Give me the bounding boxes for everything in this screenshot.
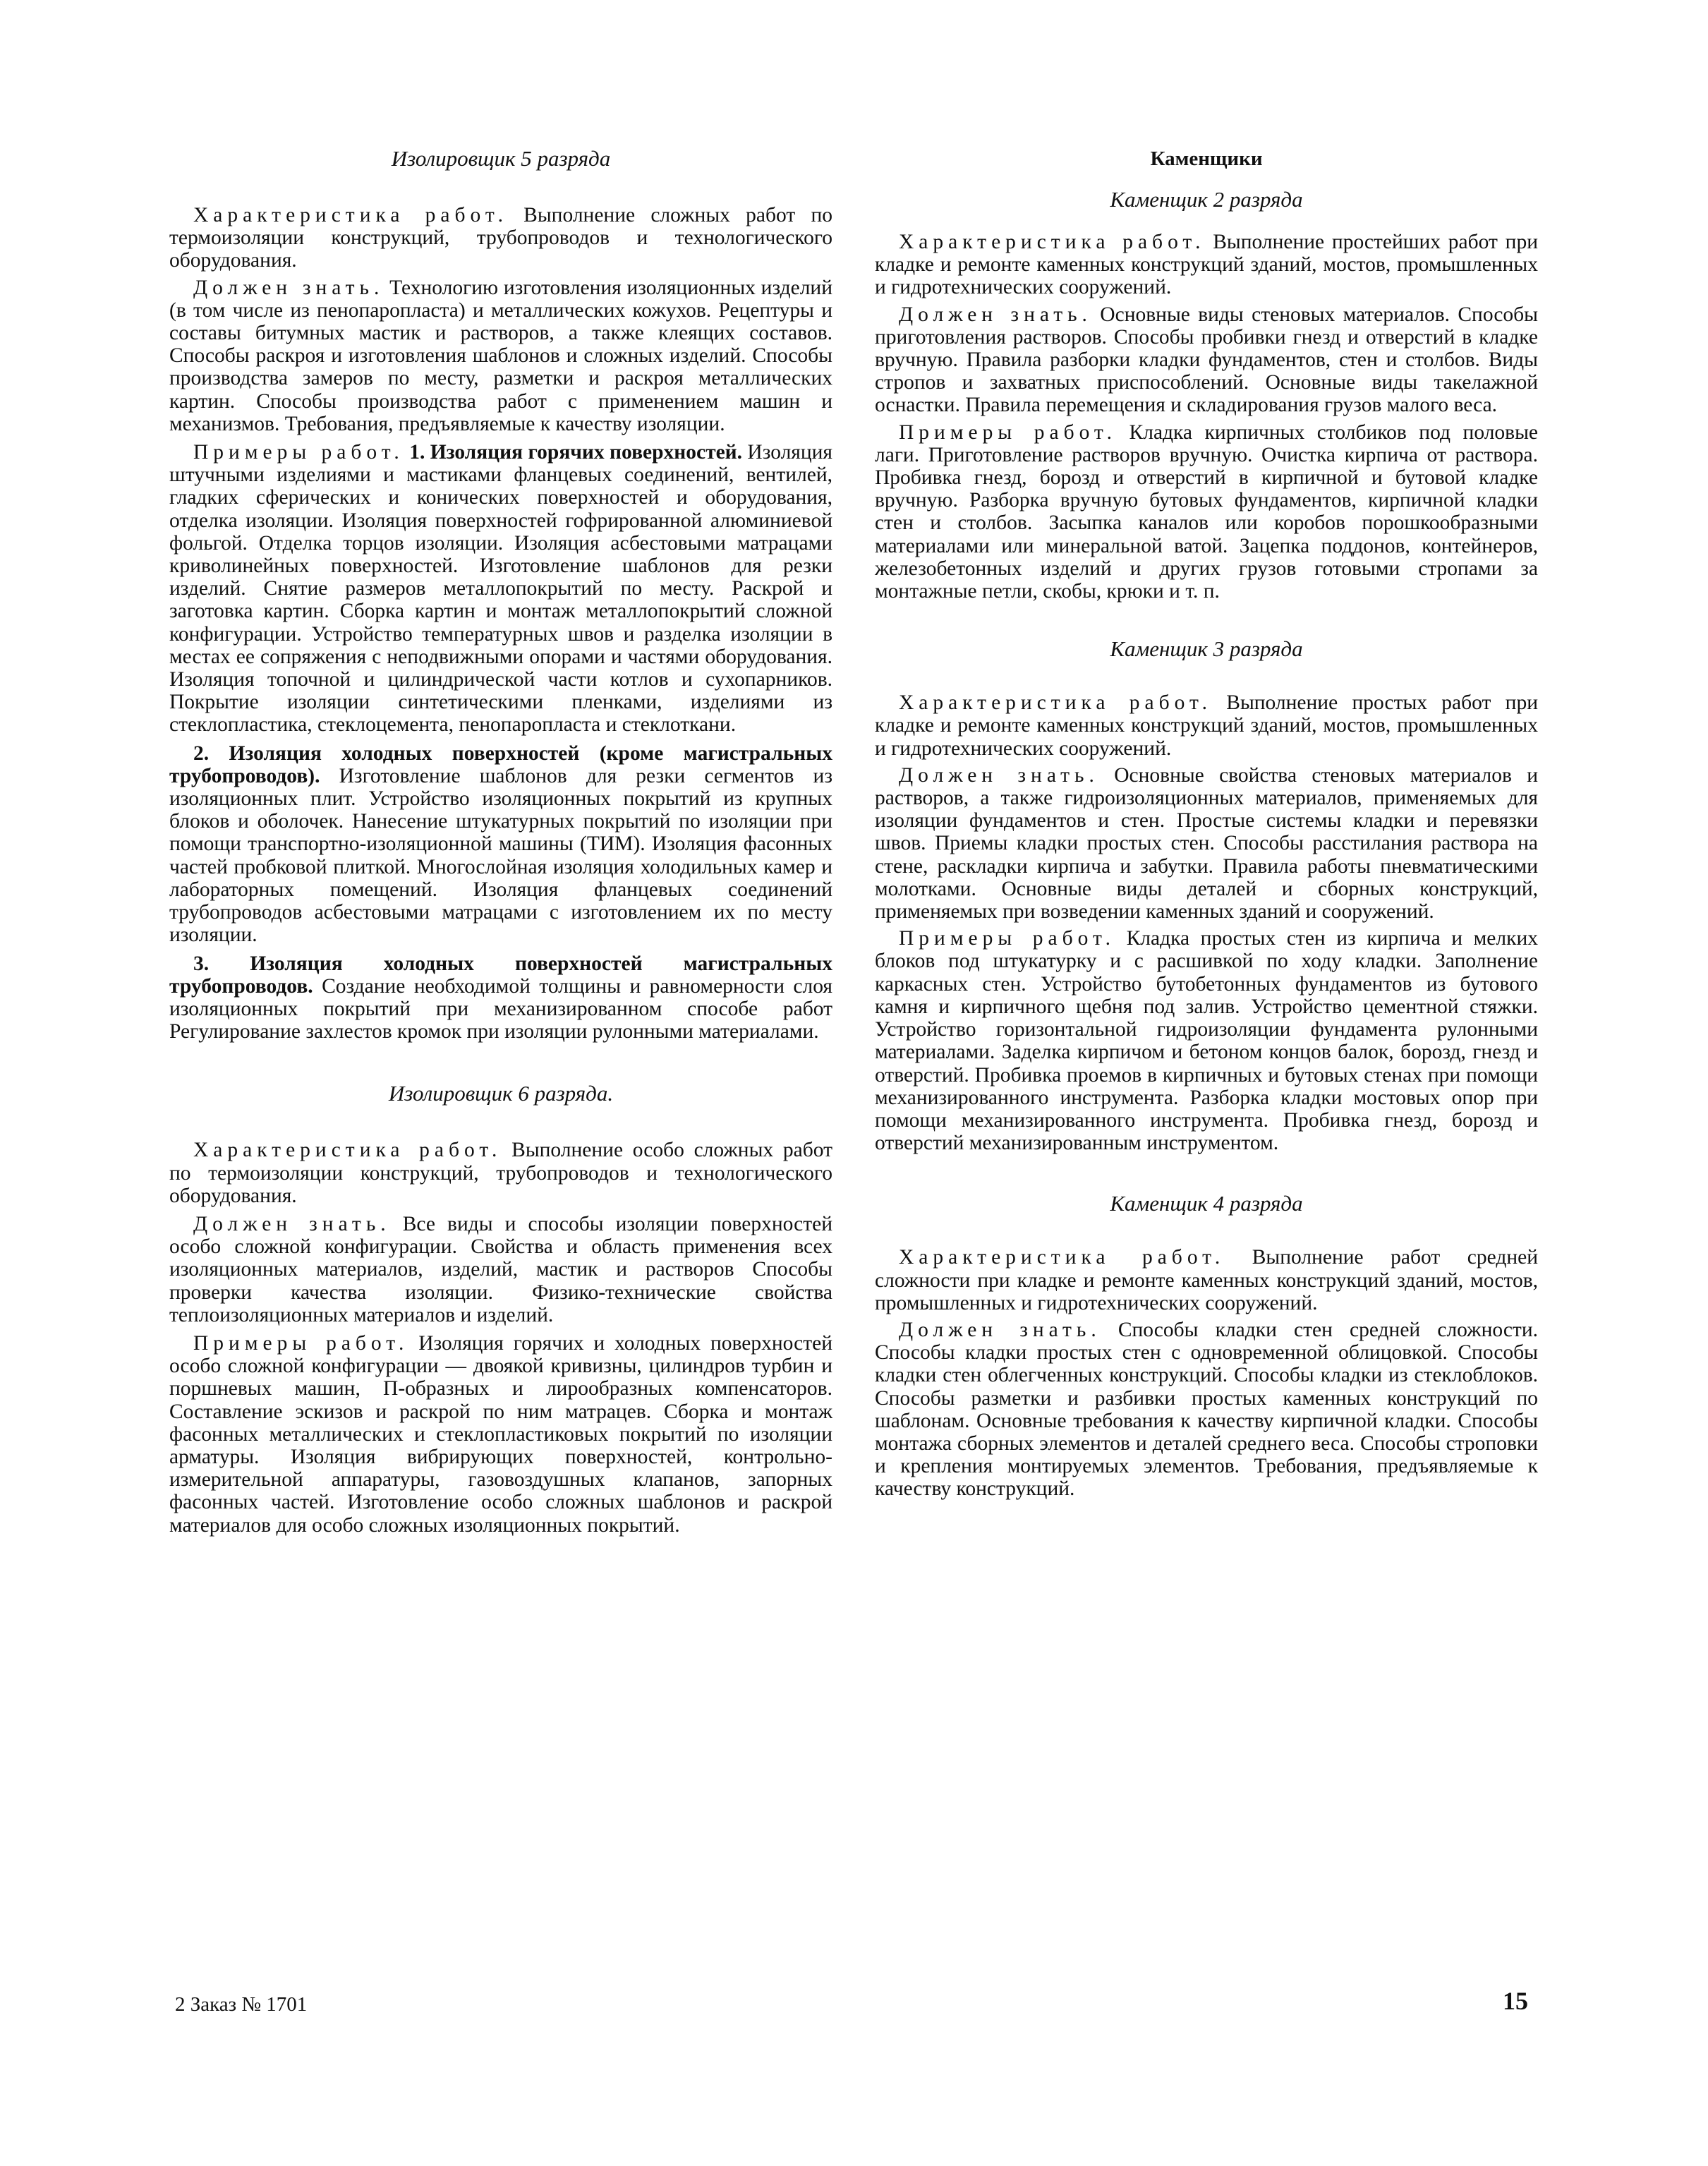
lead-mason2-characteristics: Характеристика работ. [899,231,1206,253]
lead-characteristics: Характеристика работ. [193,204,508,226]
lead-work-examples-6: Примеры работ. [193,1331,409,1355]
paragraph-mason3-characteristics [875,691,1538,760]
page-number: 15 [1503,1987,1528,2015]
paragraph-work-examples [169,441,832,737]
paragraph-must-know-6 [169,1213,832,1326]
paragraph-cold-surfaces [169,742,832,947]
paragraph-must-know [169,277,832,435]
text-mason4-must-know: Способы кладки стен средней сложности. Способы кладки простых стен с одновременной облицовкой. Способы кладки стен облегченных конструкций. Способы кладки из стеклоблоков. Способы разметки и разбивки простых каменных конструкций по шаблонам. Основные требования к качеству кирпичной кладки. Способы монтажа сборных элементов и деталей среднего веса. Способы строповки и крепления монтируемых элементов. Требования, предъявляемые к качеству конструкций. [875,1318,1538,1501]
lead-mason2-examples: Примеры работ. [899,421,1117,444]
lead-mason4-must-know: Должен знать. [899,1318,1101,1341]
paragraph-mason2-examples [875,421,1538,603]
lead-characteristics-6: Характеристика работ. [193,1139,502,1162]
paragraph-mason2-must-know [875,303,1538,417]
text-mason2-characteristics: Выполнение простейших работ при кладке и ремонте каменных конструкций зданий, мостов, промышленных и гидротехнических сооружений. [875,231,1538,299]
text-mason3-characteristics: Выполнение простых работ при кладке и ремонте каменных конструкций зданий, мостов, промышленных и гидротехнических сооружений. [875,691,1538,760]
subheading-cold-surfaces: 2. Изоляция холодных поверхностей (кроме магистральных трубопроводов). [169,742,832,787]
text-characteristics: Выполнение сложных работ по термоизоляции конструкций, трубопроводов и технологического оборудования. [169,204,832,272]
text-mason4-characteristics: Выполнение работ средней сложности при кладке и ремонте каменных конструкций зданий, мостов, промышленных и гидротехнических сооружений. [875,1246,1538,1314]
lead-must-know: Должен знать. [193,276,384,299]
heading-mason-grade-2: Каменщик 2 разряда [1110,187,1303,212]
lead-mason3-characteristics: Характеристика работ. [899,691,1212,715]
text-mason2-must-know: Основные виды стеновых материалов. Способы приготовления растворов. Способы пробивки гнезд и отверстий в кладке вручную. Правила разборки кладки фундаментов, стен и столбов. Виды стропов и захватных приспособлений. Основные виды такелажной оснастки. Правила перемещения и складирования грузов малого веса. [875,303,1539,417]
lead-mason3-examples: Примеры работ. [899,927,1116,950]
subheading-main-pipelines: 3. Изоляция холодных поверхностей магистральных трубопроводов. [169,952,832,998]
lead-must-know-6: Должен знать. [193,1212,391,1235]
text-characteristics-6: Выполнение особо сложных работ по термоизоляции конструкций, трубопроводов и технологического оборудования. [169,1139,832,1207]
right-column [875,145,1538,1501]
paragraph-characteristics [169,204,832,272]
paragraph-mason4-must-know [875,1319,1538,1501]
text-mason3-must-know: Основные свойства стеновых материалов и растворов, а также гидроизоляционных материалов, применяемых для изоляции фундаментов и стен. Простые системы кладки и перевязки швов. Приемы кладки простых стен. Способы расстилания раствора на стене, раскладки кирпича и забутки. Правила работы пневматическими молотками. Основные виды деталей и сборных конструкций, применяемых при возведении каменных зданий и сооружений. [875,763,1538,924]
lead-work-examples: Примеры работ. [193,441,404,464]
paragraph-mason4-characteristics [875,1246,1538,1314]
lead-mason2-must-know: Должен знать. [899,303,1092,326]
text-cold-surfaces: Изготовление шаблонов для резки сегментов из изоляционных плит. Устройство изоляционных покрытий из крупных блоков и оболочек. Нанесение штукатурных покрытий по изоляции при помощи транспортно-изоляционной машины (ТИМ). Изоляция фасонных частей пробковой плиткой. Многослойная изоляция холодильных камер и лабораторных помещений. Изоляция фланцевых соединений трубопроводов асбестовыми матрацами с изготовлением их по месту изоляции. [169,764,832,947]
text-main-pipelines: Создание необходимой толщины и равномерности слоя изоляционных покрытий при механизированном способе работ Регулирование захлестов кромок при изоляции рулонными материалами. [169,974,832,1043]
text-work-examples-6: Изоляция горячих и холодных поверхностей особо сложной конфигурации — двоякой кривизны, цилиндров турбин и поршневых машин, П-образных и лирообразных компенсаторов. Составление эскизов и раскрой по ним матрацев. Сборка и монтаж фасонных металлических и стеклопластиковых покрытий по изоляции арматуры. Изоляция вибрирующих поверхностей, контрольно-измерительной аппаратуры, газовоздушных клапанов, запорных фасонных частей. Изготовление особо сложных шаблонов и раскрой материалов для особо сложных изоляционных покрытий. [169,1331,832,1537]
text-must-know: Технологию изготовления изоляционных изделий (в том числе из пенопаропласта) и металлических кожухов. Рецептуры и составы битумных мастик и растворов, а также клеящих составов. Способы раскроя и изготовления шаблонов и сложных изделий. Способы производства замеров по месту, разметки и раскроя металлических картин. Способы производства работ с применением машин и механизмов. Требования, предъявляемые к качеству изоляции. [169,276,832,435]
heading-insulator-grade-5: Изолировщик 5 разряда [391,146,611,171]
text-must-know-6: Все виды и способы изоляции поверхностей особо сложной конфигурации. Свойства и область применения всех изоляционных материалов, изделий, мастик и растворов Способы проверки качества изоляции. Физико-технические свойства теплоизоляционных материалов и изделий. [169,1212,832,1326]
heading-mason-grade-3: Каменщик 3 разряда [1110,636,1303,662]
paragraph-characteristics-6 [169,1139,832,1207]
heading-insulator-grade-6: Изолировщик 6 разряда. [388,1081,614,1106]
left-column [169,145,832,1537]
paragraph-mason2-characteristics [875,231,1538,299]
text-mason2-examples: Кладка кирпичных столбиков под половые лаги. Приготовление растворов вручную. Очистка кирпича от раствора. Пробивка гнезд, борозд и отверстий в кирпичной и бутовой кладке вручную. Разборка вручную бутовых фундаментов, кирпичной кладки стен и столбов. Засыпка каналов или коробов порошкообразными материалами или минеральной ватой. Зацепка поддонов, контейнеров, железобетонных изделий и других грузов готовыми стропами за монтажные петли, скобы, крюки и т. п. [875,421,1539,603]
paragraph-mason3-must-know [875,764,1538,923]
subheading-hot-surfaces: 1. Изоляция горячих поверхностей. [404,441,743,464]
paragraph-mason3-examples [875,927,1538,1154]
paragraph-main-pipelines [169,952,832,1043]
heading-mason-grade-4: Каменщик 4 разряда [1110,1191,1303,1216]
lead-mason4-characteristics: Характеристика работ. [899,1246,1225,1269]
text-hot-surfaces: Изоляция штучными изделиями и мастиками фланцевых соединений, вентилей, гладких сферических и конических поверхностей и оборудования, отделка изоляции. Изоляция поверхностей гофрированной алюминиевой фольгой. Отделка торцов изоляции. Изоляция асбестовыми матрацами криволинейных поверхностей. Изготовление шаблонов для резки изделий. Снятие размеров металлопокрытий по месту. Раскрой и заготовка картин. Сборка картин и монтаж металлопокрытий сложной конфигурации. Устройство температурных швов и разделка изоляции в местах ее сопряжения с неподвижными опорами и частями оборудования. Изоляция топочной и цилиндрической части котлов и сухопарников. Покрытие изоляции синтетическими пленками, изделиями из стеклопластика, стеклоцемента, пенопаропласта и стеклоткани. [169,441,833,737]
printer-signature: 2 Заказ № 1701 [175,1993,308,2016]
paragraph-work-examples-6 [169,1332,832,1537]
section-title-masons: Каменщики [1150,147,1263,170]
lead-mason3-must-know: Должен знать. [899,763,1099,787]
text-mason3-examples: Кладка простых стен из кирпича и мелких блоков под штукатурку и с расшивкой по ходу кладки. Заполнение каркасных стен. Устройство бутобетонных фундаментов из бутового камня и кирпичного щебня под залив. Устройство цементной стяжки. Устройство горизонтальной гидроизоляции фундамента рулонными материалами. Заделка кирпичом и бетоном концов балок, борозд, гнезд и отверстий. Пробивка проемов в кирпичных и бутовых стенах при помощи механизированного инструмента. Разборка кладки мостовых опор при помощи механизированного инструмента. Пробивка гнезд, борозд и отверстий механизированным инструментом. [875,927,1538,1155]
